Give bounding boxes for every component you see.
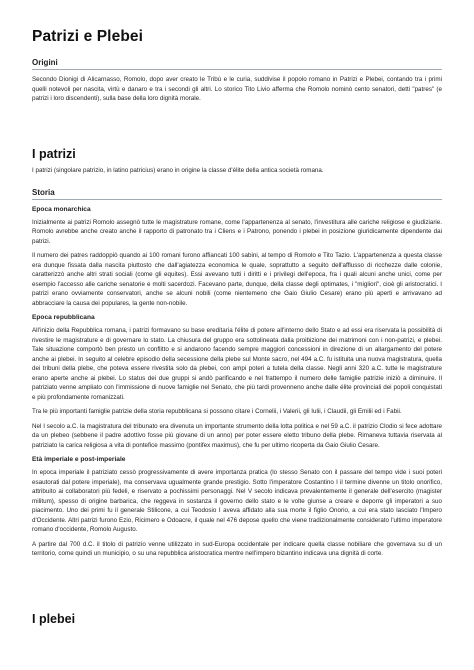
section-heading-origini: Origini xyxy=(32,58,442,70)
monarchica-paragraph-1: Inizialmente ai patrizi Romolo assegnò tutte le magistrature romane, come l'appartenenza al senato, l'investitura alle cariche religiose e giudiziarie. Romolo avrebbe anche creato anche il rapporto di patronato tra i Cliens e i Patrono, ponendo i plebei in posizione giuridicamente dipendente dai patrizi. xyxy=(32,218,442,245)
repubblicana-paragraph-2: Tra le più importanti famiglie patrizie della storia repubblicana si possono citare i Cornelii, i Valerii, gli Iulii, i Claudii, gli Emilii ed i Fabii. xyxy=(32,408,402,415)
repubblicana-paragraph-1: All'inizio della Repubblica romana, i patrizi formavano su base ereditaria l'élite di potere all'interno dello Stato e ad essi era riservata la possibilità di rivestire le magistrature e di governare lo stato. La chiusura del gruppo era sottolineata dalla proibizione dei matrimoni con i non-patrizi, e plebei. Tale situazione comportò ben presto un conflitto e si andarono facendo sempre maggiori concessioni in direzione di un allargamento del potere anche ai plebei. In seguito al celebre episodio della secessione della plebe sul Monte sacro, nel 494 a.C. fu istituita una nuova magistratura, quella dei tribuni della plebe, che poteva essere rivestita solo da plebei, con ampi poteri a tutela della classe. Negli anni 320 a.C. tutte le magistrature erano aperte anche ai plebei. Lo status dei due gruppi si andò parificando e nel frattempo il numero delle famiglie patrizie iniziò a diminuire. Il patriziato venne ampliato con l'immissione di nuove famiglie nel Senato, che più tardi provenneno anche dalle élite provinciali dei popoli conquistati e più profondamente romanizzati. xyxy=(32,327,442,401)
origini-paragraph: Secondo Dionigi di Alicarnasso, Romolo, dopo aver creato le Tribù e le curia, suddivise il popolo romano in Patrizi e Plebei, contando tra i primi quelli notevoli per nascita, virtù e danaro e tra i secondi gli altri. Lo storico Tito Livio afferma che Romolo nominò cento senatori, detti "patres" (e patrizi i loro discendenti), sulla base della loro dignità morale. xyxy=(32,76,442,102)
section-heading-storia: Storia xyxy=(32,188,442,200)
section-plebei xyxy=(32,612,442,626)
document-title: Patrizi e Plebei xyxy=(32,28,144,45)
patrizi-intro: I patrizi (singolare patrizio, in latino patricius) erano in origine la classe d'élite della antica società romana. xyxy=(32,167,324,174)
repubblicana-paragraph-3: Nel I secolo a.C. la magistratura del tribunato era divenuta un importante strumento della lotta politica e nel 59 a.C. il patrizio Clodio si fece adottare da un plebeo (sebbene il padre adottivo fosse più giovane di un anno) per poter essere eletto tribuno della plebe. Rimaneva tuttavia riservata al patriziato la carica religiosa a vita di pontefice massimo (pontifex maximus), che fu per ultimo ricoperta da Gaio Giulio Cesare. xyxy=(32,422,442,449)
section-heading-patrizi: I patrizi xyxy=(32,147,76,161)
subheading-monarchica: Epoca monarchica xyxy=(32,205,91,213)
subheading-imperiale: Età imperiale e post-imperiale xyxy=(32,456,126,463)
imperiale-paragraph-2: A partire dal 700 d.C. il titolo di patrizio venne utilizzato in sud-Europa occidentale per indicare quella classe nobiliare che governava su di un territorio, come quindi un municipio, o su una repubblica aristocratica mentre nell'impero bizantino indicava una dignità di corte. xyxy=(32,540,442,557)
section-patrizi xyxy=(32,147,442,559)
imperiale-paragraph-1: In epoca imperiale il patriziato cessò progressivamente di avere importanza pratica (lo stesso Senato con il passare del tempo vide i suoi poteri esautorati dal potere imperiale), ma conservava ugualmente grande prestigio. Sotto l'imperatore Costantino I il termine divenne un titolo onorifico, attribuito ai collaboratori più fedeli, e riservato a pochissimi personaggi. Nel V secolo indicava prevalentemente il generale dell'esercito (magister militum), spesso di origine barbarica, che reggeva in sostanza il governo dello stato e le volte giunse a creare e deporre gli imperatori a suo piacimento. Uno dei primi fu il generale Stilicone, a cui Teodosio I aveva affidato alla sua morte il figlio Onorio, a cui era stato lasciato l'Impero d'Occidente. Altri patrizi furono Ezio, Ricimero e Odoacre, il quale nel 476 depose quello che viene tradizionalmente considerato l'ultimo imperatore romano d'occidente, Romolo Augusto. xyxy=(32,469,442,533)
subheading-repubblicana: Epoca repubblicana xyxy=(32,314,95,321)
section-heading-plebei: I plebei xyxy=(32,612,76,626)
monarchica-paragraph-2: Il numero dei patres raddoppiò quando ai 100 romani furono affiancati 100 sabini, al tempo di Romolo e Tito Tazio. L'appartenenza a questa classe era dunque fissata dalla nascita piuttosto che dall'agiatezza economica le quale, soprattutto a seguito dell'afflusso di ricchezze dalle colonie, caratterizzò anche altri strati sociali (come gli equites). Essi avevano tutti i diritti e i privilegi dell'epoca, fra i quali alcuni anche unici, come per esempio l'accesso alle cariche senatorie e molti sacerdozi. Facevano parte, dunque, della classe degli optimates, i "migliori", cioè gli aristocratici. I patrizi erano ovviamente conservatori, anche se alcuni nobili (come nientemeno che Gaio Giulio Cesare) erano più aperti e arrivavano ad abbracciare la causa dei populares, la gente non-nobile. xyxy=(32,252,442,307)
